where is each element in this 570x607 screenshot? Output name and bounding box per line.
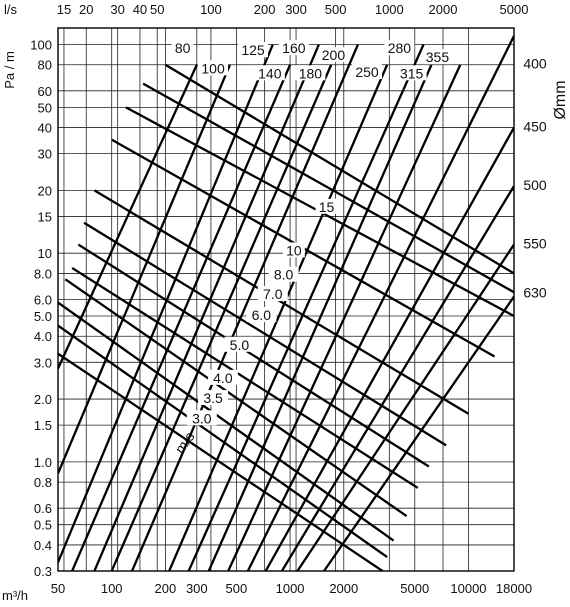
diameter-label: 140 (258, 65, 282, 82)
y-tick-label: 0.5 (33, 517, 52, 533)
diameter-label: 100 (201, 60, 225, 77)
y-tick-label: 1.0 (33, 454, 52, 470)
y-tick-label: 0.8 (33, 475, 52, 491)
x-tick-label: 500 (225, 581, 248, 596)
x-tick-label: 300 (185, 581, 208, 596)
y-tick-label: 5.0 (33, 309, 52, 325)
y-tick-label: 60 (37, 83, 52, 99)
x-tick-label: 200 (154, 581, 177, 596)
x2-tick-label: 500 (324, 2, 347, 17)
x2-tick-label: 100 (200, 2, 222, 17)
y-tick-label: 80 (37, 57, 52, 73)
y-tick-label: 0.4 (33, 537, 52, 553)
diameter-label: 315 (399, 65, 424, 82)
top-axis-unit: l/s (4, 2, 17, 17)
velocity-label: 5.0 (229, 336, 250, 353)
diameter-label: 160 (282, 40, 306, 57)
y-axis-label: Pa / m (2, 51, 17, 89)
y-tick-label: 0.6 (33, 501, 52, 517)
x2-tick-label: 50 (150, 2, 165, 17)
y-tick-label: 0.3 (33, 564, 52, 579)
y-tick-label: 4.0 (33, 329, 52, 345)
velocity-label: 8.0 (273, 266, 294, 283)
y-tick-label: 100 (30, 37, 52, 53)
diameter-label: 500 (523, 176, 547, 193)
x2-tick-label: 2000 (428, 2, 458, 17)
velocity-unit-label: m/s (171, 428, 198, 457)
x2-tick-label: 30 (110, 2, 125, 17)
x2-tick-label: 20 (79, 2, 94, 17)
diameter-label: 355 (425, 49, 450, 66)
velocity-label: 7.0 (263, 286, 283, 303)
x2-tick-label: 40 (132, 2, 148, 17)
x-tick-label: 18000 (495, 581, 533, 596)
diameter-label: 80 (174, 40, 191, 57)
diameter-label: 180 (298, 65, 323, 82)
velocity-label: 15 (318, 198, 335, 215)
diameter-label: 550 (523, 235, 547, 252)
diameter-label: 200 (321, 47, 346, 64)
diameter-label: 630 (523, 284, 547, 301)
x2-tick-label: 15 (56, 2, 72, 17)
y-tick-label: 10 (37, 246, 52, 262)
diameter-label: 450 (523, 118, 547, 135)
y-tick-label: 20 (37, 183, 52, 199)
diameter-axis-label: Ømm (552, 80, 569, 120)
x-tick-label: 5000 (400, 581, 430, 596)
velocity-label: 3.0 (192, 410, 212, 427)
x2-tick-label: 1000 (374, 2, 404, 17)
diameter-label: 400 (523, 55, 547, 72)
y-tick-label: 3.0 (33, 355, 52, 371)
x2-tick-label: 300 (285, 2, 307, 17)
x-tick-label: 1000 (275, 581, 305, 596)
y-tick-label: 50 (37, 100, 52, 116)
diameter-label: 280 (387, 40, 412, 57)
y-tick-label: 30 (37, 146, 52, 162)
diameter-label: 250 (355, 64, 379, 81)
velocity-label: 6.0 (251, 307, 272, 324)
velocity-label: 4.0 (213, 369, 233, 386)
y-tick-label: 8.0 (33, 266, 52, 282)
y-tick-label: 15 (37, 209, 52, 225)
y-tick-label: 6.0 (33, 292, 52, 308)
velocity-label: 3.5 (203, 390, 223, 407)
x-tick-label: 50 (50, 581, 66, 596)
y-tick-label: 2.0 (33, 392, 52, 408)
x-tick-label: 10000 (450, 581, 487, 596)
x2-tick-label: 5000 (499, 2, 529, 17)
x2-tick-label: 200 (253, 2, 276, 17)
x-tick-label: 2000 (329, 581, 359, 596)
diameter-label: 125 (241, 42, 265, 59)
y-tick-label: 1.5 (33, 418, 52, 434)
velocity-label: 10 (286, 242, 302, 259)
y-tick-label: 40 (37, 120, 52, 136)
bottom-axis-unit: m³/h (2, 588, 28, 603)
x-tick-label: 100 (100, 581, 123, 596)
